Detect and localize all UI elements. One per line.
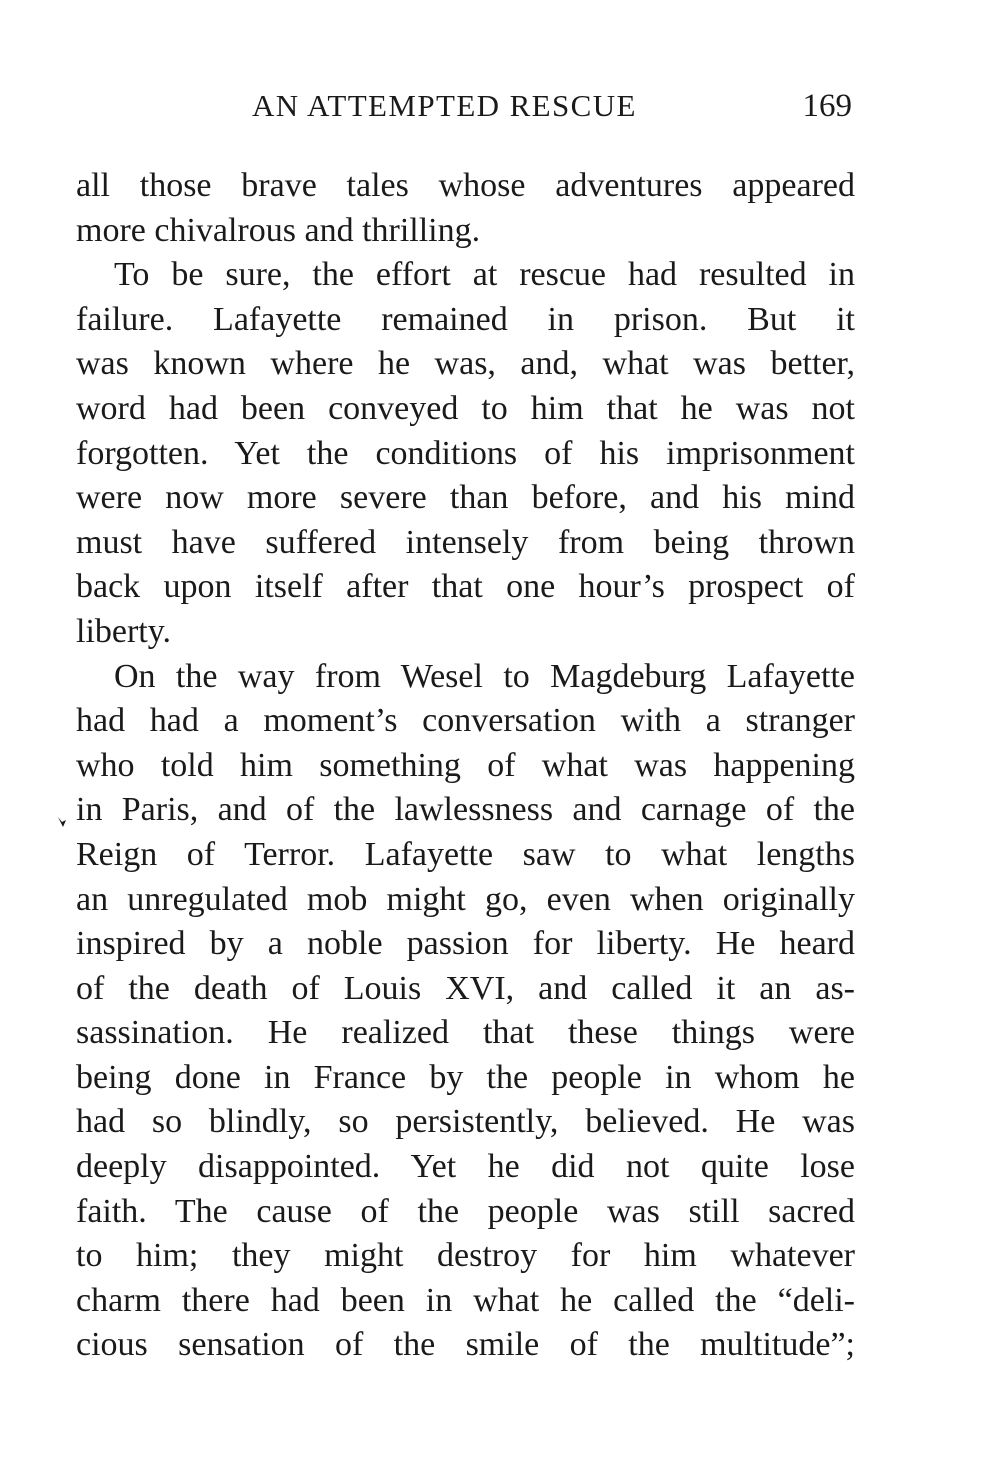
text-line: forgotten. Yet the conditions of his imprisonment: [76, 434, 855, 472]
text-line: all those brave tales whose adventures appeared: [76, 167, 855, 204]
running-head: [0, 84, 1000, 128]
text-line: to him; they might destroy for him whatever: [76, 1237, 855, 1275]
text-line: Reign of Terror. Lafayette saw to what lengths: [76, 835, 855, 873]
text-line: faith. The cause of the people was still sacred: [76, 1192, 855, 1230]
text-line: failure. Lafayette remained in prison. But it: [76, 300, 855, 338]
text-line: in Paris, and of the lawlessness and carnage of the: [76, 791, 855, 829]
text-line: had so blindly, so persistently, believed. He was: [76, 1103, 855, 1141]
text-line: were now more severe than before, and his mind: [76, 479, 855, 517]
print-mark-icon: [57, 816, 67, 828]
text-line: more chivalrous and thrilling.: [76, 211, 481, 249]
page-number: 169: [802, 88, 852, 124]
text-line: To be sure, the effort at rescue had resulted in: [114, 256, 855, 294]
text-line: of the death of Louis XVI, and called it an as-: [76, 969, 855, 1007]
text-line: being done in France by the people in whom he: [76, 1058, 855, 1096]
text-line: cious sensation of the smile of the multitude”;: [76, 1326, 855, 1364]
text-line: was known where he was, and, what was better,: [76, 345, 855, 383]
text-line: sassination. He realized that these things were: [76, 1014, 855, 1052]
text-line: who told him something of what was happening: [76, 746, 855, 784]
text-line: liberty.: [76, 612, 172, 650]
text-line: an unregulated mob might go, even when originally: [76, 880, 855, 918]
text-line: inspired by a noble passion for liberty. He heard: [76, 925, 855, 963]
running-title: AN ATTEMPTED RESCUE: [252, 88, 637, 123]
text-line: must have suffered intensely from being thrown: [76, 523, 855, 561]
text-line: deeply disappointed. Yet he did not quite lose: [76, 1148, 855, 1186]
body-text: [76, 164, 855, 1368]
text-line: back upon itself after that one hour’s prospect of: [76, 568, 855, 606]
text-line: had had a moment’s conversation with a stranger: [76, 702, 855, 740]
text-line: charm there had been in what he called the “deli-: [76, 1281, 855, 1319]
text-line: word had been conveyed to him that he was not: [76, 389, 855, 427]
text-line: On the way from Wesel to Magdeburg Lafayette: [114, 657, 855, 695]
